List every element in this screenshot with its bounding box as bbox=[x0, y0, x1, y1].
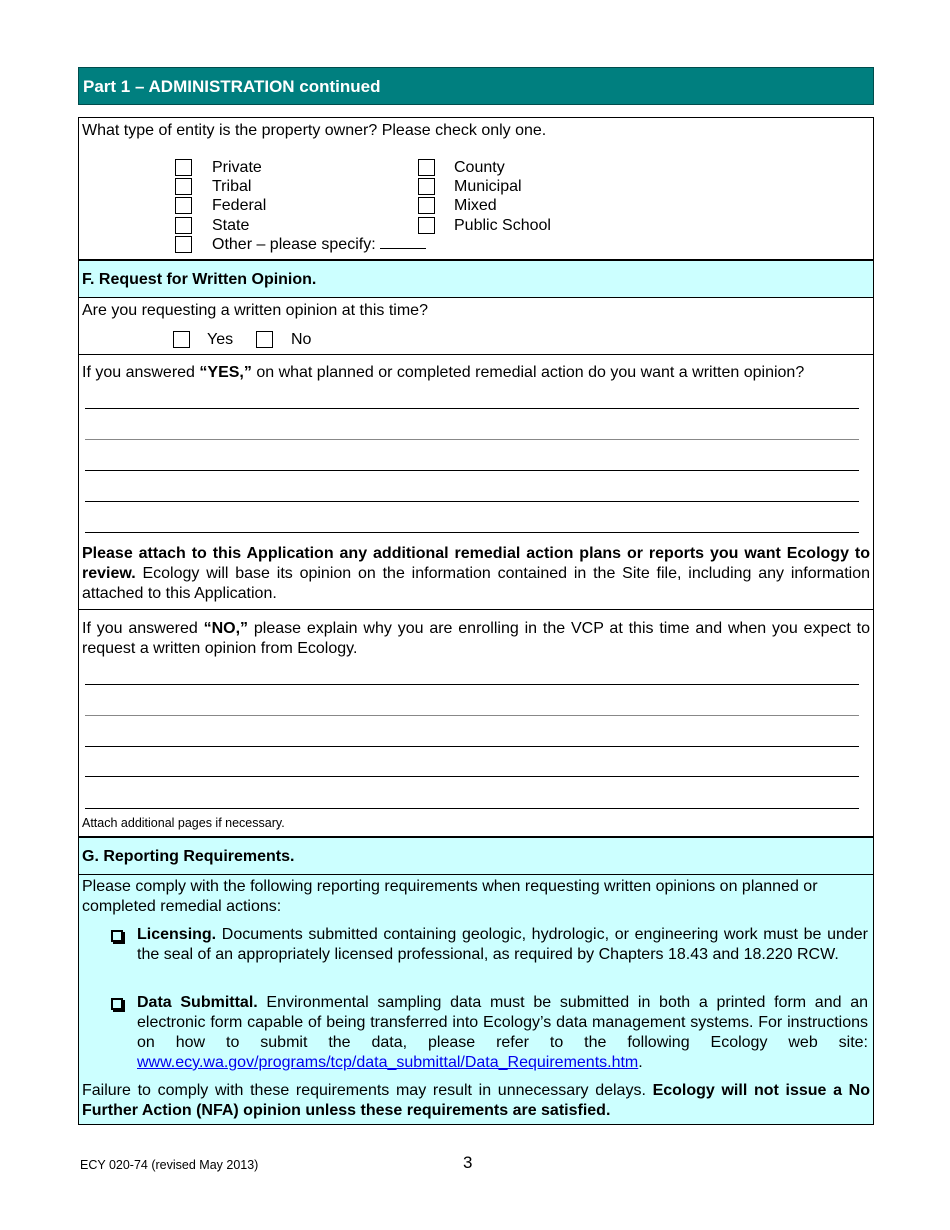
label-federal: Federal bbox=[212, 197, 267, 214]
section-g-header bbox=[79, 836, 873, 874]
opinion-question-text: Are you requesting a written opinion at this time? bbox=[82, 302, 428, 319]
reporting-requirements-body bbox=[79, 874, 873, 1124]
label-yes: Yes bbox=[207, 331, 234, 348]
checkbox-public-school[interactable] bbox=[418, 217, 435, 234]
attach-instructions: Please attach to this Application any additional remedial action plans or reports you want Ecology to review. Ecology will base its opinion on the information contained in the Site file, including any information attached to this Application. bbox=[82, 545, 870, 602]
data-submittal-item: Data Submittal. Environmental sampling data must be submitted in both a printed form and an electronic form capable of being transferred into Ecology’s data management systems. For instructions on how to submit the data, please refer to the following Ecology web site: www.ecy.wa.gov/programs/tcp/data_submittal/Data_Requirements.htm. bbox=[137, 994, 868, 1071]
written-opinion-question bbox=[79, 297, 873, 354]
licensing-item: Licensing. Documents submitted containing geologic, hydrologic, or engineering work must be under the seal of an appropriately licensed professional, as required by Chapters 18.43 and 18.220 RCW. bbox=[137, 926, 868, 963]
label-no: No bbox=[291, 331, 312, 348]
part-header: Part 1 – ADMINISTRATION continued bbox=[78, 67, 874, 105]
checkbox-private[interactable] bbox=[175, 159, 192, 176]
section-g-title: G. Reporting Requirements. bbox=[82, 848, 295, 865]
yes-answer-line[interactable] bbox=[85, 408, 859, 409]
checkbox-federal[interactable] bbox=[175, 197, 192, 214]
label-public-school: Public School bbox=[454, 217, 551, 234]
checkbox-tribal[interactable] bbox=[175, 178, 192, 195]
reporting-intro: Please comply with the following reporting requirements when requesting written opinions on planned or completed remedial actions: bbox=[82, 878, 818, 915]
no-answer-line[interactable] bbox=[85, 776, 859, 777]
failure-warning: Failure to comply with these requirements may result in unnecessary delays. Ecology will not issue a No Further Action (NFA) opinion unless these requirements are satisfied. bbox=[82, 1082, 870, 1119]
yes-answer-line[interactable] bbox=[85, 532, 859, 533]
label-tribal: Tribal bbox=[212, 178, 252, 195]
checkbox-no[interactable] bbox=[256, 331, 273, 348]
no-answer-line[interactable] bbox=[85, 715, 859, 716]
yes-answer-line[interactable] bbox=[85, 501, 859, 502]
yes-answer-line[interactable] bbox=[85, 439, 859, 440]
label-other: Other – please specify: bbox=[212, 235, 426, 255]
label-county: County bbox=[454, 159, 505, 176]
yes-explanation-section bbox=[79, 354, 873, 609]
checkbox-municipal[interactable] bbox=[418, 178, 435, 195]
checkbox-state[interactable] bbox=[175, 217, 192, 234]
label-municipal: Municipal bbox=[454, 178, 522, 195]
checkbox-bullet-icon bbox=[111, 998, 123, 1010]
no-explanation-section bbox=[79, 609, 873, 836]
yes-answer-line[interactable] bbox=[85, 470, 859, 471]
yes-prompt: If you answered “YES,” on what planned or completed remedial action do you want a written opinion? bbox=[82, 364, 805, 381]
no-answer-line[interactable] bbox=[85, 684, 859, 685]
label-private: Private bbox=[212, 159, 262, 176]
entity-question: What type of entity is the property owner? Please check only one. bbox=[82, 122, 547, 139]
label-mixed: Mixed bbox=[454, 197, 497, 214]
attach-pages-note: Attach additional pages if necessary. bbox=[82, 816, 285, 830]
section-f-header bbox=[79, 259, 873, 297]
label-state: State bbox=[212, 217, 250, 234]
no-answer-line[interactable] bbox=[85, 808, 859, 809]
other-specify-field[interactable] bbox=[380, 235, 426, 249]
checkbox-other[interactable] bbox=[175, 236, 192, 253]
no-prompt: If you answered “NO,” please explain why you are enrolling in the VCP at this time and when you expect to request a written opinion from Ecology. bbox=[82, 620, 870, 657]
application-form bbox=[78, 117, 874, 1125]
checkbox-yes[interactable] bbox=[173, 331, 190, 348]
entity-type-section bbox=[79, 118, 873, 259]
checkbox-bullet-icon bbox=[111, 930, 123, 942]
section-f-title: F. Request for Written Opinion. bbox=[82, 271, 317, 288]
form-id: ECY 020-74 (revised May 2013) bbox=[80, 1158, 259, 1172]
data-requirements-link[interactable]: www.ecy.wa.gov/programs/tcp/data_submittal/Data_Requirements.htm bbox=[137, 1054, 639, 1071]
no-answer-line[interactable] bbox=[85, 746, 859, 747]
checkbox-mixed[interactable] bbox=[418, 197, 435, 214]
checkbox-county[interactable] bbox=[418, 159, 435, 176]
page-number: 3 bbox=[463, 1153, 473, 1172]
